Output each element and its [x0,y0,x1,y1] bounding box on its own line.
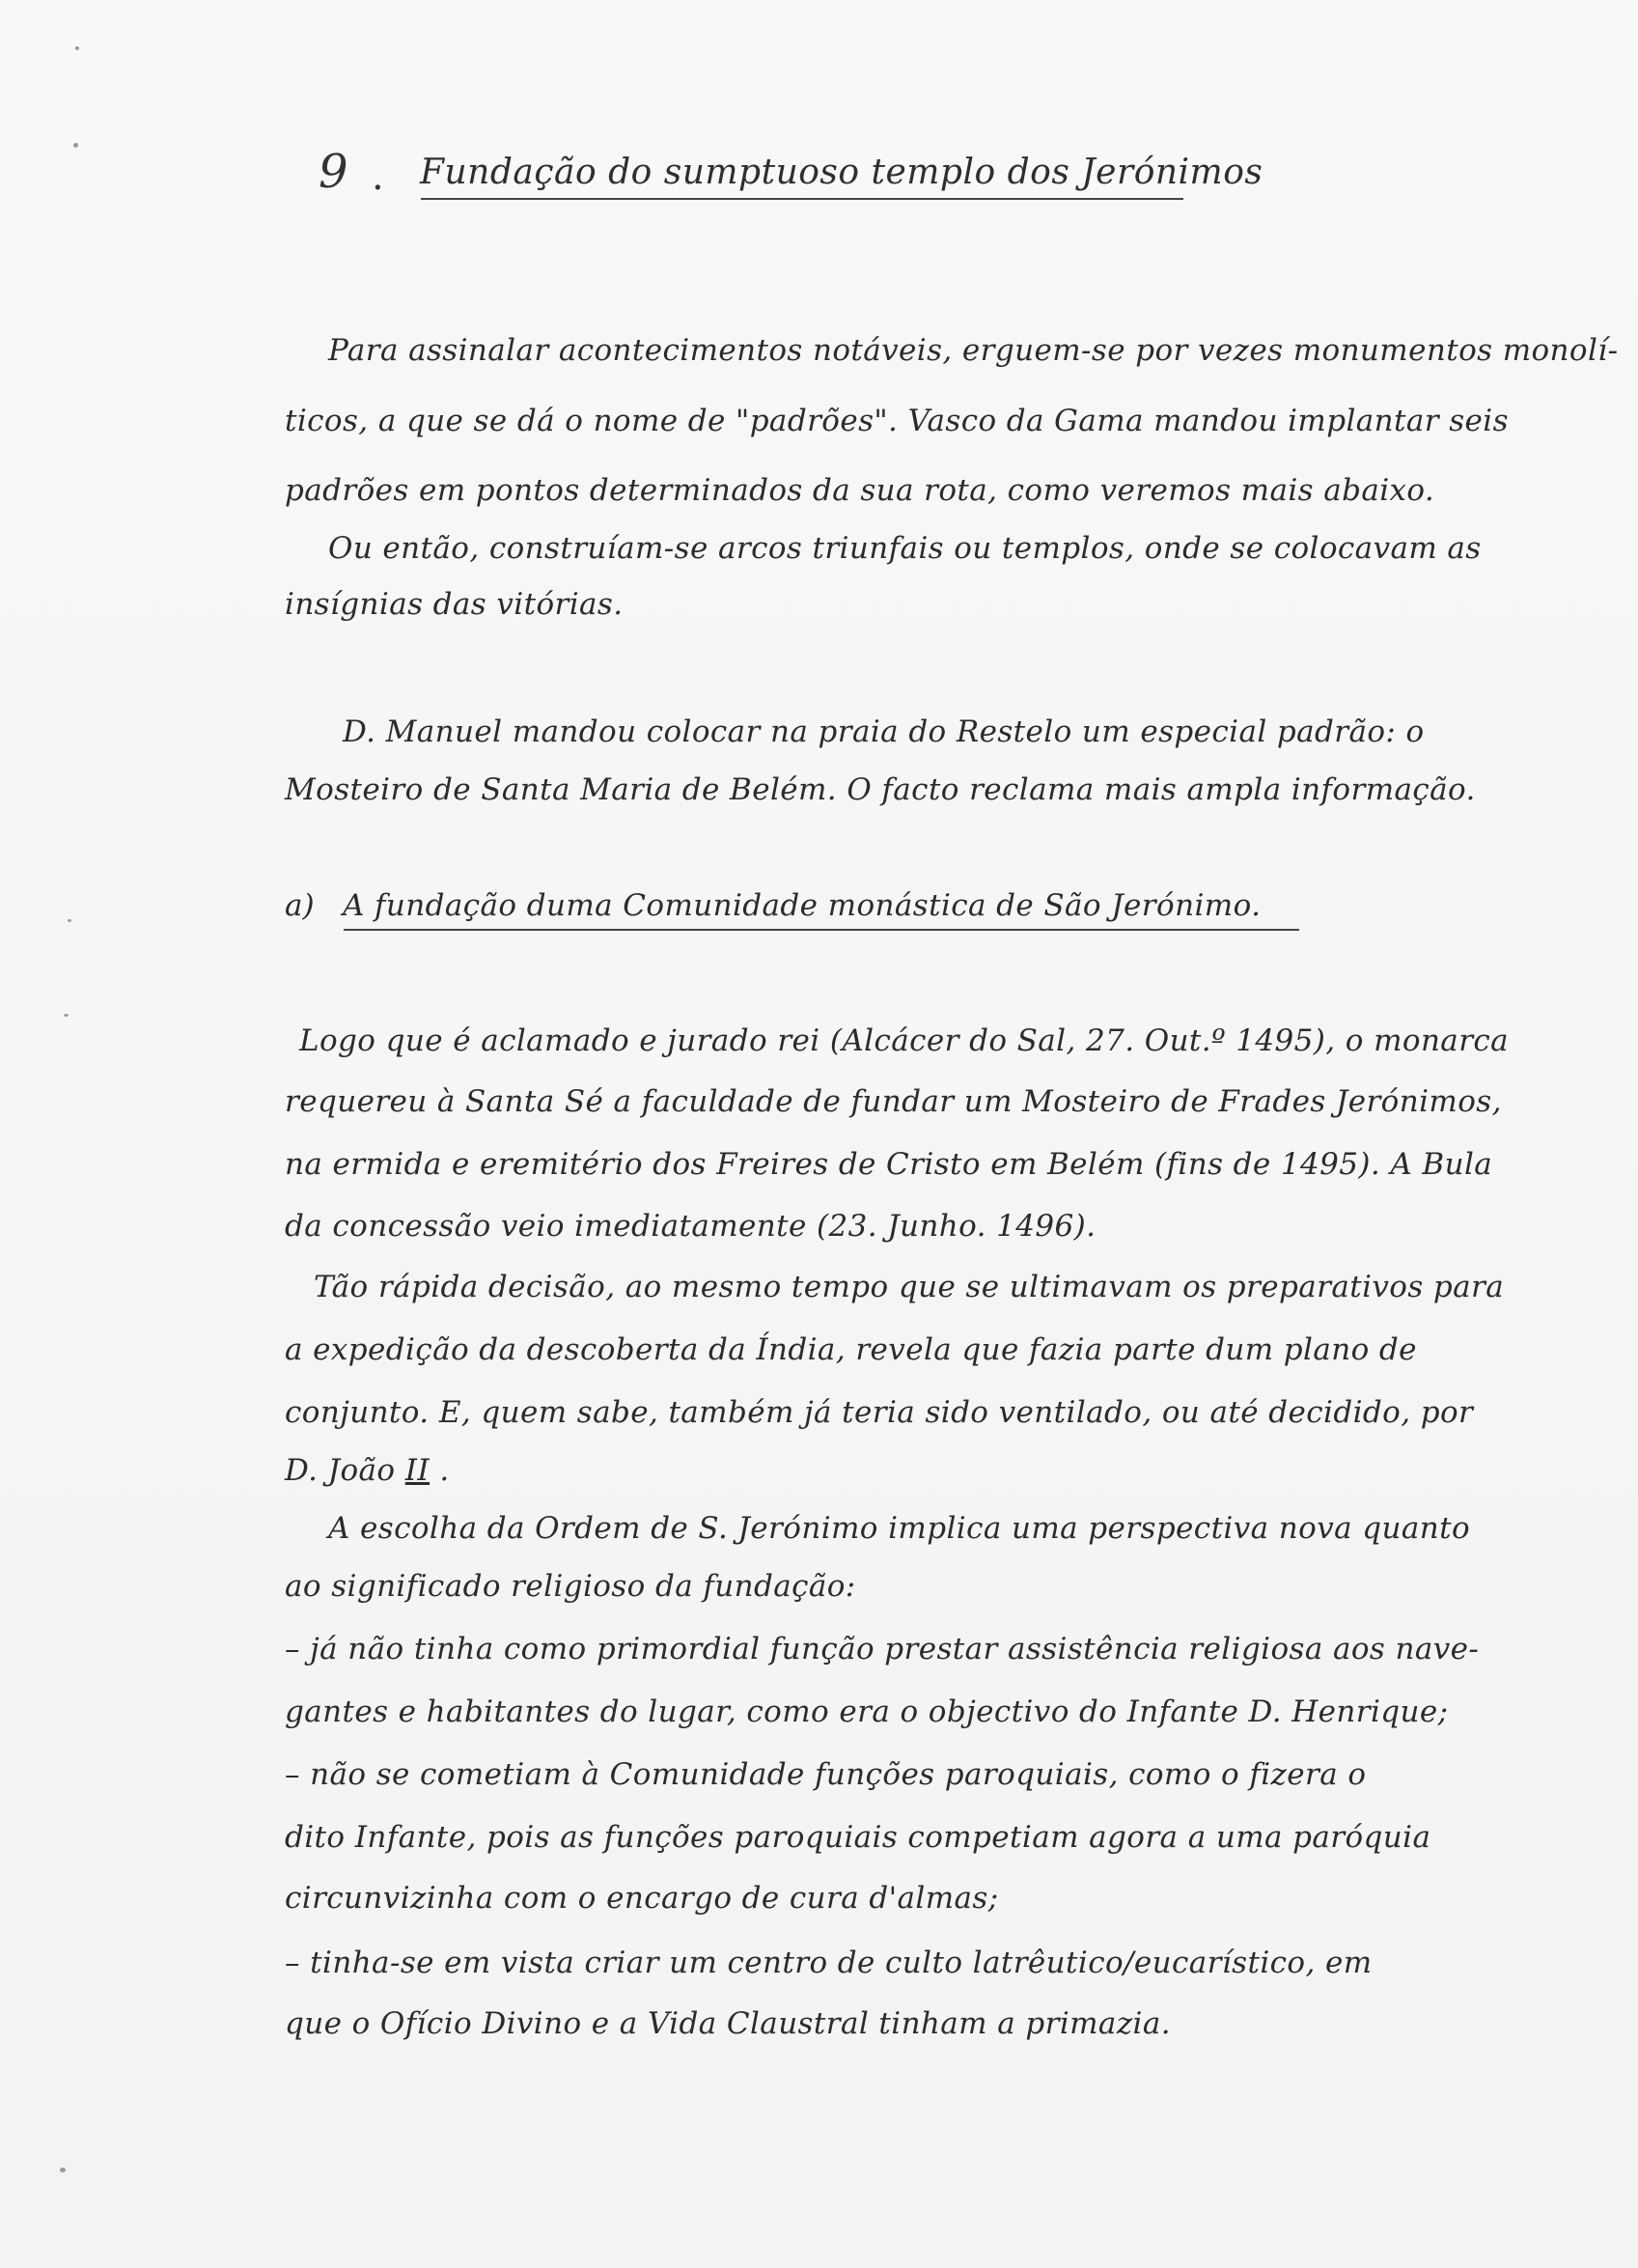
subsection-title: A fundação duma Comunidade monástica de São Jerónimo. [343,888,1262,923]
paper-speck [73,143,78,148]
subsection-label: a) [285,888,315,923]
paper-speck [64,1014,69,1017]
text-line: conjunto. E, quem sabe, também já teria sido ventilado, ou até decidido, por [285,1395,1474,1430]
text-line: – não se cometiam à Comunidade funções paroquiais, como o fizera o [285,1757,1367,1792]
text-line: ticos, a que se dá o nome de "padrões". Vasco da Gama mandou implantar seis [285,404,1509,438]
title-underline [421,198,1183,200]
section-number: 9 [319,145,348,199]
text-line: ao significado religioso da fundação: [285,1569,856,1604]
text-line: da concessão veio imediatamente (23. Junho. 1496). [285,1209,1097,1244]
text-line: padrões em pontos determinados da sua rota, como veremos mais abaixo. [285,473,1435,508]
text-line: Ou então, construíam-se arcos triunfais ou templos, onde se colocavam as [328,531,1482,566]
text-line: dito Infante, pois as funções paroquiais competiam agora a uma paróquia [285,1820,1431,1855]
text-line: D. Manuel mandou colocar na praia do Restelo um especial padrão: o [343,714,1425,749]
text-line: a expedição da descoberta da Índia, revela que fazia parte dum plano de [285,1332,1417,1367]
text-line: requereu à Santa Sé a faculdade de fundar um Mosteiro de Frades Jerónimos, [285,1084,1502,1119]
roman-numeral: II [404,1453,430,1488]
text-line: Mosteiro de Santa Maria de Belém. O facto reclama mais ampla informação. [285,772,1476,807]
section-number-dot: . [372,154,384,199]
text-fragment: . [439,1453,450,1488]
text-line: – já não tinha como primordial função prestar assistência religiosa aos nave- [285,1632,1480,1666]
text-line [285,1453,450,1488]
text-line: Para assinalar acontecimentos notáveis, erguem-se por vezes monumentos monolí- [328,333,1619,368]
text-line: Logo que é aclamado e jurado rei (Alcácer do Sal, 27. Out.º 1495), o monarca [299,1023,1510,1058]
text-line: – tinha-se em vista criar um centro de culto latrêutico/eucarístico, em [285,1946,1373,1980]
subsection-underline [344,929,1299,931]
text-line: na ermida e eremitério dos Freires de Cristo em Belém (fins de 1495). A Bula [285,1147,1493,1182]
paper-speck [75,46,79,50]
text-fragment: D. João [285,1453,396,1488]
text-line: A escolha da Ordem de S. Jerónimo implica uma perspectiva nova quanto [328,1511,1471,1546]
text-line: que o Ofício Divino e a Vida Claustral tinham a primazia. [285,2006,1172,2041]
paper-speck [68,919,71,922]
text-line: gantes e habitantes do lugar, como era o objectivo do Infante D. Henrique; [285,1694,1449,1729]
text-line: insígnias das vitórias. [285,587,624,622]
page-title: Fundação do sumptuoso templo dos Jerónimos [420,153,1263,192]
text-line: Tão rápida decisão, ao mesmo tempo que se ultimavam os preparativos para [314,1270,1505,1304]
paper-speck [60,2168,66,2172]
text-line: circunvizinha com o encargo de cura d'almas; [285,1881,999,1916]
